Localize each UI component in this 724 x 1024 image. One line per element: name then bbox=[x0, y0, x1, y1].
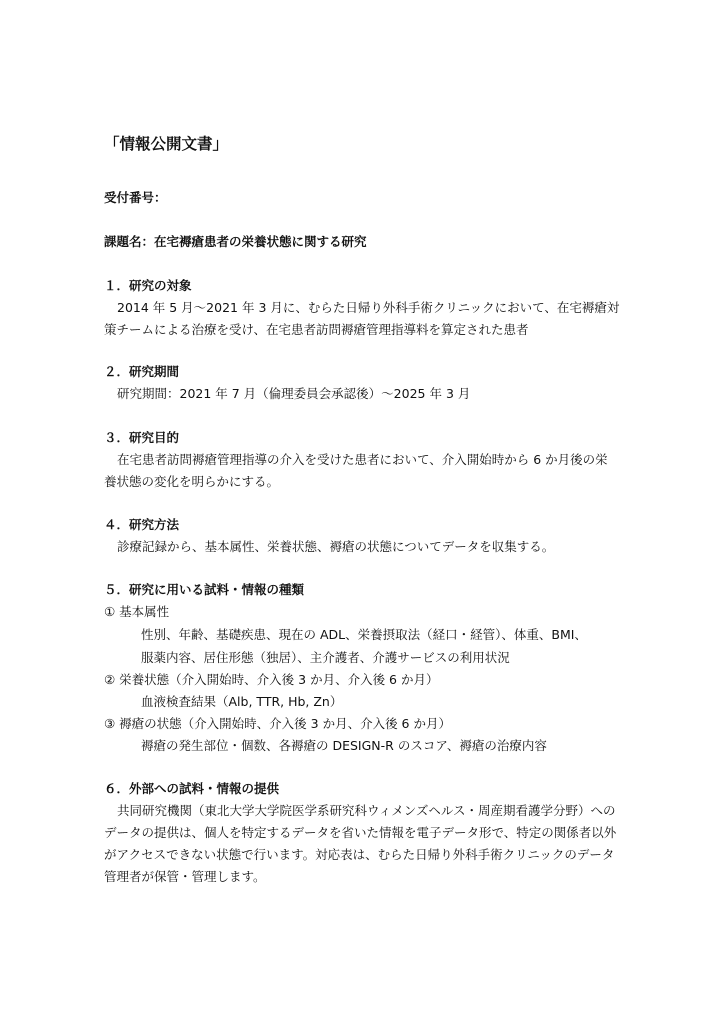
section-body-line: データの提供は、個人を特定するデータを省いた情報を電子データ形で、特定の関係者以外 bbox=[104, 825, 617, 840]
section-heading: ５．研究に用いる試料・情報の種類 bbox=[104, 582, 305, 597]
list-item-label: ③ 褥瘡の状態（介入開始時、介入後 3 か月、介入後 6 か月） bbox=[104, 716, 451, 731]
list-item-label: ① 基本属性 bbox=[104, 604, 170, 619]
section-heading: ２．研究期間 bbox=[104, 364, 180, 379]
list-item-label: ② 栄養状態（介入開始時、介入後 3 か月、介入後 6 か月） bbox=[104, 672, 439, 687]
reception-number-label: 受付番号： bbox=[104, 190, 167, 205]
section-body-line: 在宅患者訪問褥瘡管理指導の介入を受けた患者において、介入開始時から 6 か月後の栄 bbox=[117, 452, 608, 467]
section-body-line: 2014 年 5 月〜2021 年 3 月に、むらた日帰り外科手術クリニックにおいて、在宅褥瘡対 bbox=[117, 300, 620, 315]
section-body-line: 養状態の変化を明らかにする。 bbox=[104, 474, 280, 489]
document-title: 「情報公開文書」 bbox=[104, 135, 229, 153]
section-body-line: 管理者が保管・管理します。 bbox=[104, 869, 266, 884]
list-item-detail: 性別、年齢、基礎疾患、現在の ADL、栄養摂取法（経口・経管）、体重、BMI、 bbox=[141, 627, 587, 642]
section-body-line: がアクセスできない状態で行います。対応表は、むらた日帰り外科手術クリニックのデータ bbox=[104, 847, 615, 862]
section-heading: ４．研究方法 bbox=[104, 517, 180, 532]
list-item-detail: 服薬内容、居住形態（独居）、主介護者、介護サービスの利用状況 bbox=[141, 650, 510, 665]
list-item-detail: 褥瘡の発生部位・個数、各褥瘡の DESIGN-R のスコア、褥瘡の治療内容 bbox=[141, 738, 547, 753]
list-item-detail: 血液検査結果（Alb, TTR, Hb, Zn） bbox=[141, 694, 343, 709]
section-body-line: 共同研究機関（東北大学大学院医学系研究科ウィメンズヘルス・周産期看護学分野）への bbox=[117, 803, 616, 818]
section-body-line: 研究期間：2021 年 7 月（倫理委員会承認後）〜2025 年 3 月 bbox=[117, 386, 471, 401]
section-body-line: 診療記録から、基本属性、栄養状態、褥瘡の状態についてデータを収集する。 bbox=[117, 539, 555, 554]
research-subject: 課題名：在宅褥瘡患者の栄養状態に関する研究 bbox=[104, 234, 367, 249]
section-heading: １．研究の対象 bbox=[104, 278, 192, 293]
section-body-line: 策チームによる治療を受け、在宅患者訪問褥瘡管理指導料を算定された患者 bbox=[104, 322, 529, 337]
section-heading: ６．外部への試料・情報の提供 bbox=[104, 781, 280, 796]
section-heading: ３．研究目的 bbox=[104, 430, 180, 445]
